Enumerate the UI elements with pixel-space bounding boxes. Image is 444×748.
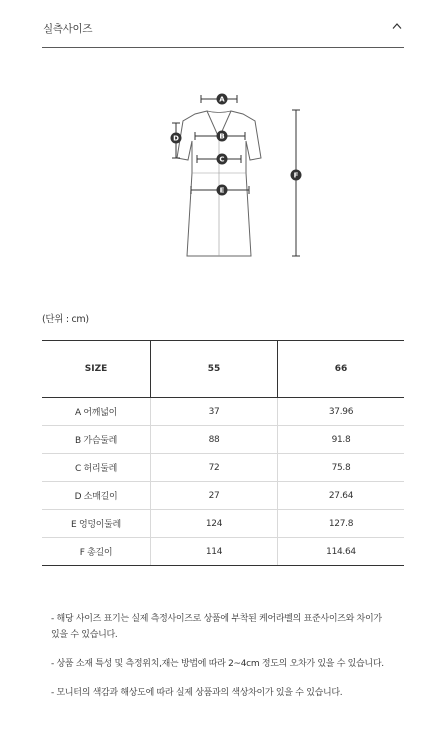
unit-label: (단위 : cm) <box>42 314 89 325</box>
size-66-value: 91.8 <box>278 426 405 454</box>
note-item: - 모니터의 색감과 해상도에 따라 실제 상품과의 색상차이가 있을 수 있습니다. <box>51 688 343 698</box>
table-header-row <box>42 341 404 398</box>
chevron-up-icon[interactable] <box>392 22 402 30</box>
section-title: 실측사이즈 <box>43 23 93 35</box>
table-row <box>42 510 404 538</box>
table-row <box>42 482 404 510</box>
size-66-value: 127.8 <box>278 510 405 538</box>
note-item: - 상품 소재 특성 및 측정위치,재는 방법에 따라 2~4cm 정도의 오차가 있을 수 있습니다. <box>51 659 384 669</box>
measurement-label: C 허리둘레 <box>42 454 151 482</box>
size-66-value: 75.8 <box>278 454 405 482</box>
size-55-value: 27 <box>151 482 278 510</box>
size-55-value: 124 <box>151 510 278 538</box>
measurement-label: B 가슴둘레 <box>42 426 151 454</box>
measurement-label: A 어깨넓이 <box>42 398 151 426</box>
column-header: SIZE <box>42 341 151 398</box>
marker-label-f: F <box>293 171 299 180</box>
size-55-value: 88 <box>151 426 278 454</box>
table-row <box>42 426 404 454</box>
size-66-value: 37.96 <box>278 398 405 426</box>
marker-label-e: E <box>219 186 225 195</box>
measurement-label: D 소매길이 <box>42 482 151 510</box>
table-row <box>42 398 404 426</box>
column-header: 66 <box>278 341 405 398</box>
size-accordion-header[interactable] <box>42 0 404 48</box>
measurement-label: F 총길이 <box>42 538 151 566</box>
table-row <box>42 454 404 482</box>
size-55-value: 37 <box>151 398 278 426</box>
table-row <box>42 538 404 566</box>
marker-label-b: B <box>219 132 225 141</box>
size-55-value: 72 <box>151 454 278 482</box>
column-header: 55 <box>151 341 278 398</box>
size-66-value: 27.64 <box>278 482 405 510</box>
marker-label-a: A <box>219 95 225 104</box>
marker-label-c: C <box>219 155 225 164</box>
size-55-value: 114 <box>151 538 278 566</box>
dress-measurement-diagram <box>165 86 310 262</box>
size-table <box>42 340 404 566</box>
marker-label-d: D <box>173 134 179 143</box>
size-notes <box>47 611 392 701</box>
note-item: - 해당 사이즈 표기는 실제 측정사이즈로 상품에 부착된 케어라벨의 표준사이즈와 차이가 있을 수 있습니다. <box>51 614 382 640</box>
size-66-value: 114.64 <box>278 538 405 566</box>
measurement-label: E 엉덩이둘레 <box>42 510 151 538</box>
